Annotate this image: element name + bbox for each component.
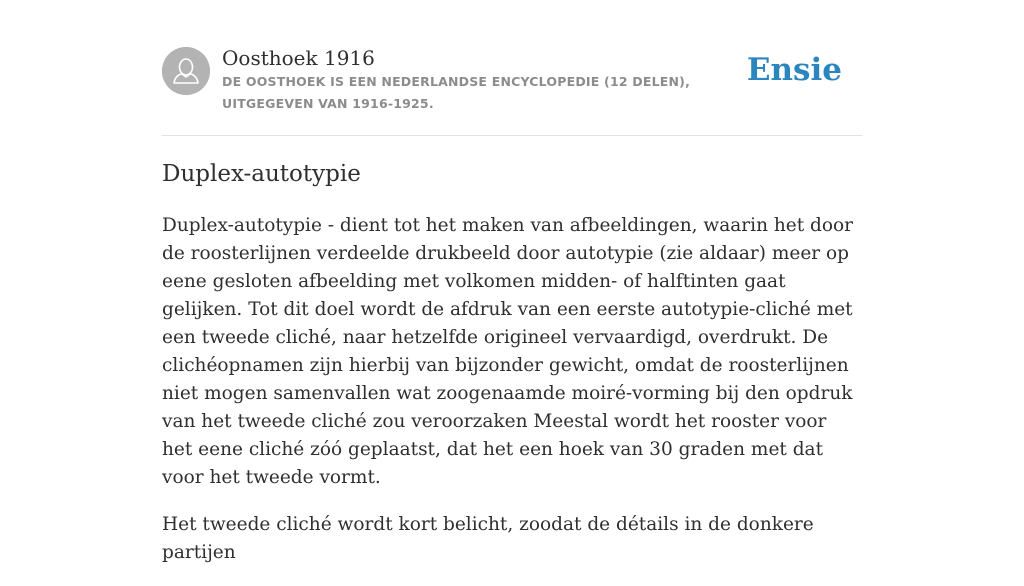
source-name[interactable]: Oosthoek 1916: [222, 46, 375, 70]
ensie-logo[interactable]: Ensie: [746, 52, 842, 88]
source-header: [162, 44, 862, 136]
article-body: [162, 212, 862, 586]
source-description: DE OOSTHOEK IS EEN NEDERLANDSE ENCYCLOPEDIE (12 DELEN), UITGEGEVEN VAN 1916-1925.: [222, 74, 691, 111]
user-silhouette-icon: [162, 47, 210, 95]
article-paragraph: Duplex-autotypie - dient tot het maken van afbeeldingen, waarin het door de roosterlijnen verdeelde drukbeeld door autotypie (zie aldaar) meer op eene gesloten afbeelding met volkomen midden- of halftinten gaat gelijken. Tot dit doel wordt de afdruk van een eerste autotypie-cliché met een tweede cliché, naar hetzelfde origineel vervaardigd, overdrukt. De clichéopnamen zijn hierbij van bijzonder gewicht, omdat de roosterlijnen niet mogen samenvallen wat zoogenaamde moiré-vorming bij den opdruk van het tweede cliché zou veroorzaken Meestal wordt het rooster voor het eene cliché zóó geplaatst, dat het een hoek van 30 graden met dat voor het tweede vormt.: [162, 215, 854, 488]
article-paragraph: Het tweede cliché wordt kort belicht, zoodat de détails in de donkere partijen: [162, 514, 814, 563]
article-title: Duplex-autotypie: [162, 161, 361, 187]
